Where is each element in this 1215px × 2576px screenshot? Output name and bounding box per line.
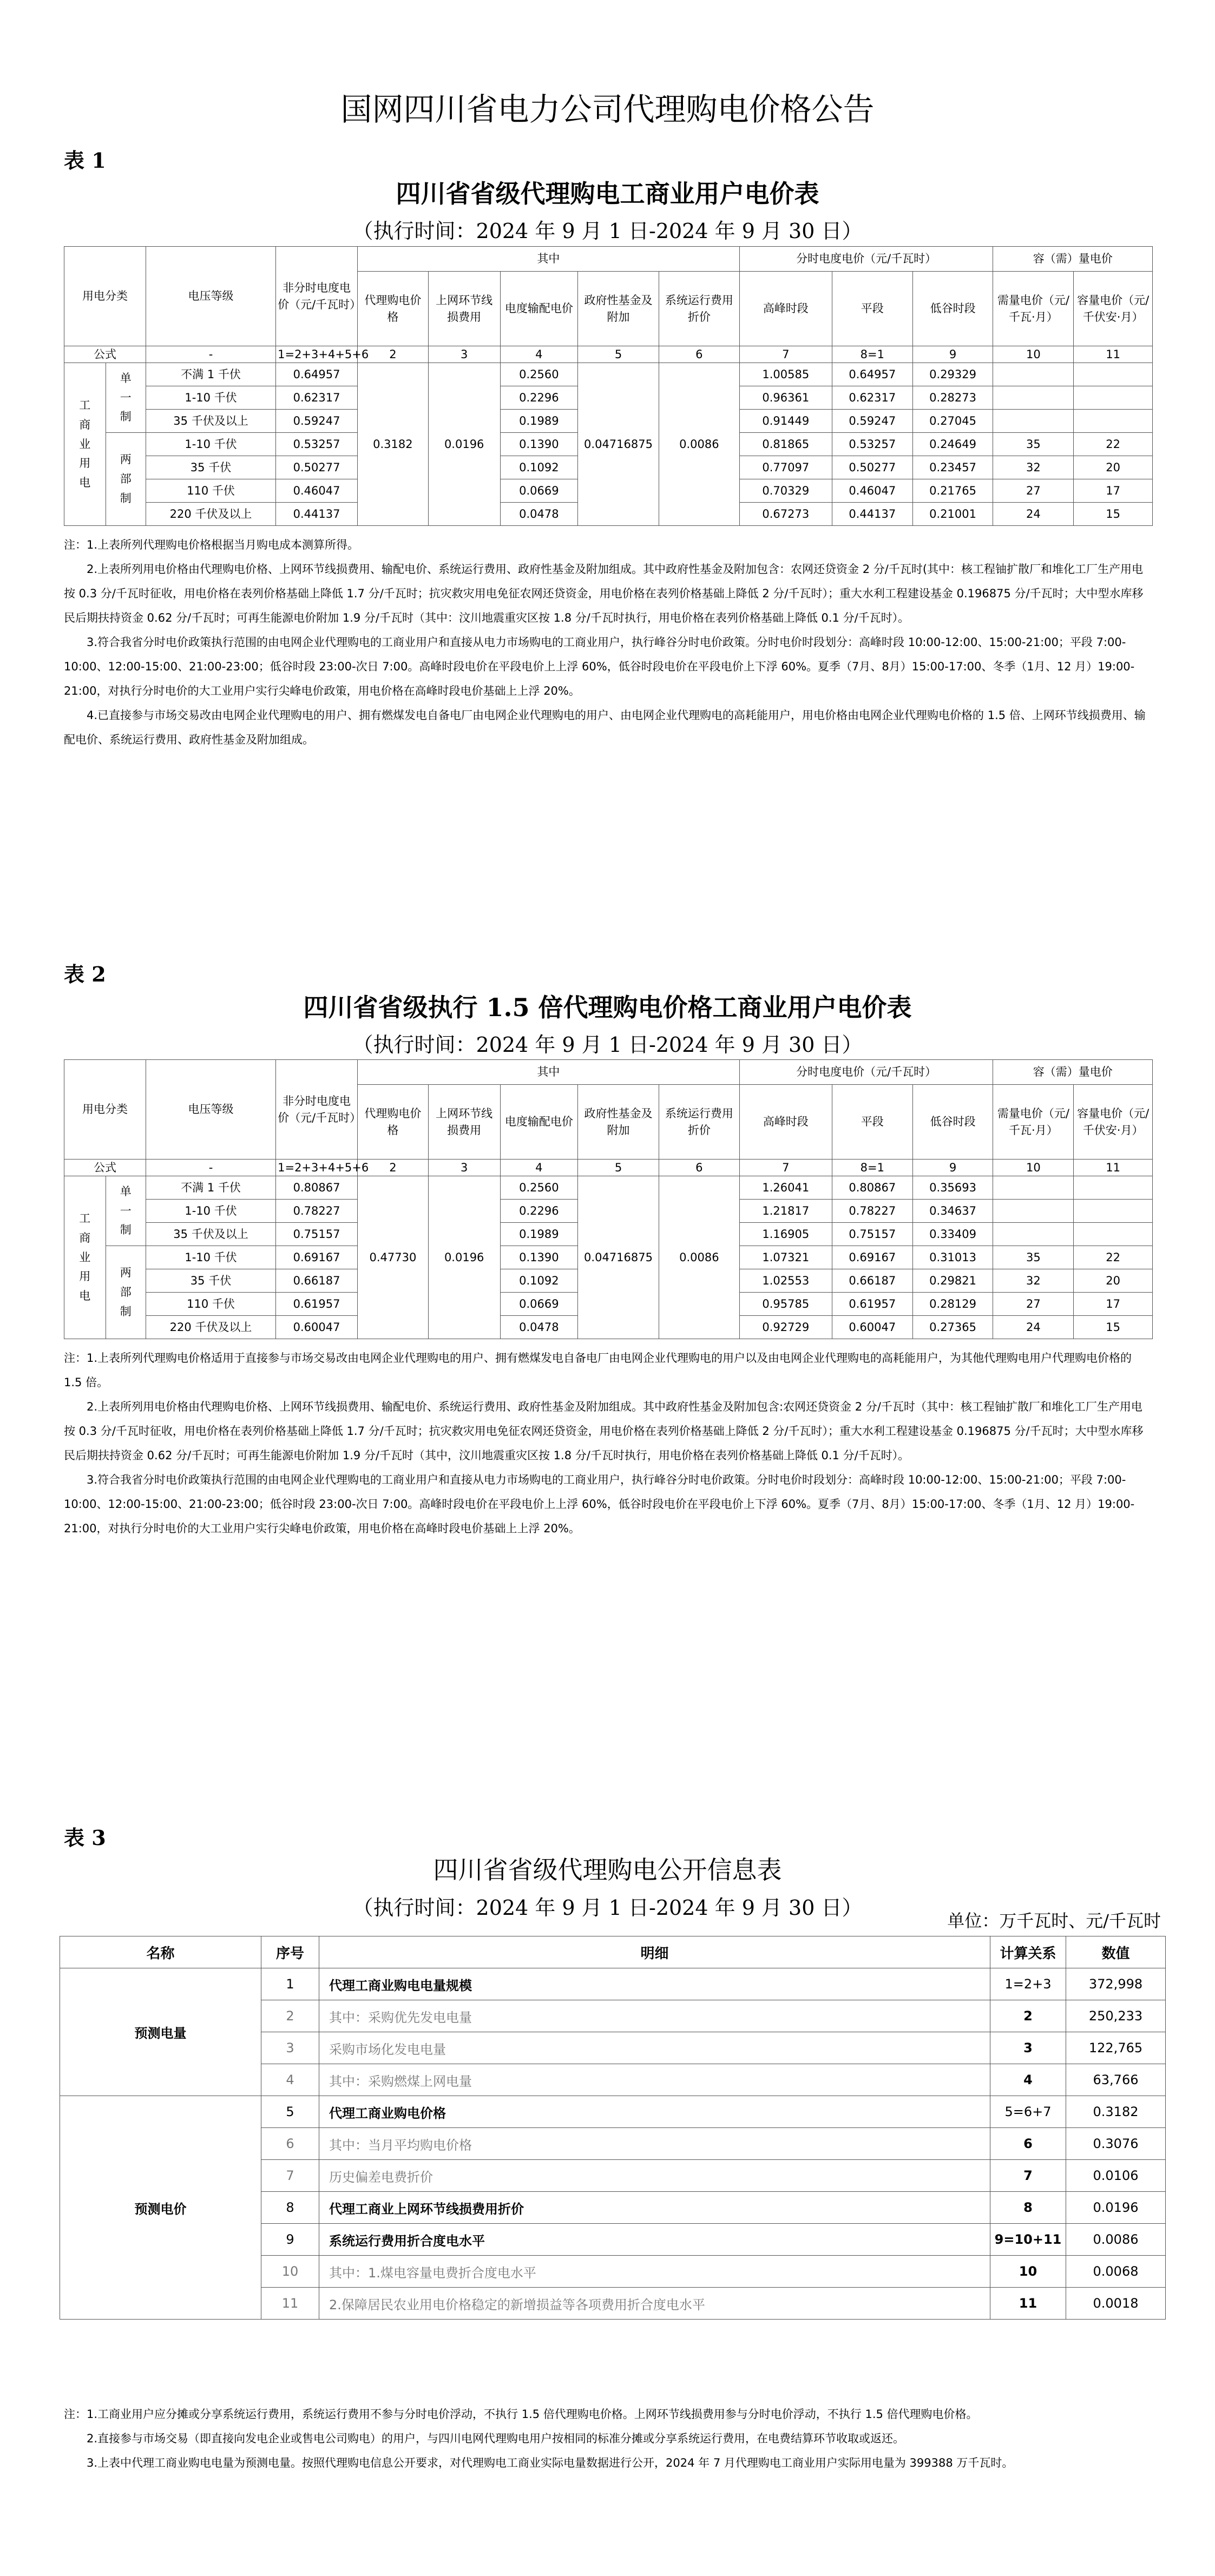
row-c7: 1.16905: [739, 1223, 832, 1246]
hdr-tou: 分时电度电价（元/千瓦时）: [739, 1060, 993, 1085]
table3-label: 表 3: [64, 1826, 106, 1850]
row-c8: 0.44137: [832, 503, 912, 526]
row-c1: 0.53257: [276, 433, 358, 456]
row-c8: 0.75157: [832, 1223, 912, 1246]
row-c4: 0.2560: [500, 363, 577, 386]
row-c4: 0.0478: [500, 503, 577, 526]
row-value: 250,233: [1066, 2000, 1166, 2032]
hdr-c3: 上网环节线损费用: [428, 1085, 500, 1159]
note-text: 3.符合我省分时电价政策执行范围的由电网企业代理购电的工商业用户和直接从电力市场购电的工商业用户，执行峰谷分时电价政策。分时电价时段划分：高峰时段 10:00-12:00、15:00-21:00；平段 7:00-10:00、12:00-15:00、21:00-23:00；低谷时段 23:00-次日 7:00。高峰时段电价在平段电价上上浮 60%，低谷时段电价在平段电价上下浮 60%。夏季（7月、8月）15:00-17:00、冬季（1月、12 月）19:00-21:00，对执行分时电价的大工业用户实行尖峰电价政策，用电价格在高峰时段电价基础上上浮 20%。: [64, 636, 1135, 697]
shared-c3: 0.0196: [428, 1176, 500, 1339]
row-c1: 0.64957: [276, 363, 358, 386]
row-c7: 1.26041: [739, 1176, 832, 1200]
row-c4: 0.1092: [500, 456, 577, 479]
row-voltage: 1-10 千伏: [146, 433, 275, 456]
t3-hdr-detail: 明细: [319, 1936, 990, 1968]
row-c4: 0.1092: [500, 1269, 577, 1293]
row-seq: 8: [261, 2192, 319, 2224]
row-c11: 17: [1074, 479, 1153, 503]
hdr-c7: 高峰时段: [739, 1085, 832, 1159]
note-text: 2.上表所列用电价格由代理购电价格、上网环节线损费用、输配电价、系统运行费用、政府性基金及附加组成。其中政府性基金及附加包含：农网还贷资金 2 分/千瓦时(其中：核工程铀扩散厂和堆化工厂生产用电按 0.3 分/千瓦时征收，用电价格在表列价格基础上降低 1.7 分/千瓦时；抗灾救灾用电免征农网还贷资金，用电价格在表列价格基础上降低 2 分/千瓦时）；重大水利工程建设基金 0.196875 分/千瓦时；大中型水库移民后期扶持资金 0.62 分/千瓦时；可再生能源电价附加 1.9 分/千瓦时（其中：汶川地震重灾区按 1.8 分/千瓦时执行，用电价格在表列价格基础上降低 0.1 分/千瓦时）。: [64, 563, 1144, 624]
formula-c5: 5: [578, 1159, 659, 1176]
row-c7: 0.96361: [739, 386, 832, 410]
row-detail: 其中：1.煤电容量电费折合度电水平: [319, 2256, 990, 2288]
shared-c5: 0.04716875: [578, 363, 659, 526]
hdr-c6: 系统运行费用折价: [659, 1085, 739, 1159]
table1-time: （执行时间：2024 年 9 月 1 日-2024 年 9 月 30 日）: [352, 219, 863, 243]
row-detail: 代理工商业购电价格: [319, 2096, 990, 2128]
group-forecast-price: 预测电价: [60, 2096, 261, 2320]
row-c4: 0.1989: [500, 410, 577, 433]
row-c1: 0.75157: [276, 1223, 358, 1246]
row-c9: 0.31013: [912, 1246, 993, 1269]
row-c4: 0.1989: [500, 1223, 577, 1246]
row-voltage: 1-10 千伏: [146, 1246, 275, 1269]
note-text: 4.已直接参与市场交易改由电网企业代理购电的用户、拥有燃煤发电自备电厂由电网企业代理购电的用户、由电网企业代理购电的高耗能用户，用电价格由电网企业代理购电价格的 1.5 倍、上网环节线损费用、输配电价、系统运行费用、政府性基金及附加组成。: [64, 709, 1146, 746]
hdr-c5: 政府性基金及附加: [578, 1085, 659, 1159]
unit-label: 单位：万千瓦时、元/千瓦时: [947, 1910, 1161, 1931]
hdr-voltage: 电压等级: [146, 247, 275, 346]
row-voltage: 不满 1 千伏: [146, 1176, 275, 1200]
row-c8: 0.61957: [832, 1293, 912, 1316]
formula-row: [64, 1159, 1153, 1176]
row-c11: 22: [1074, 433, 1153, 456]
row-calc: 2: [990, 2000, 1066, 2032]
row-detail: 其中：采购优先发电电量: [319, 2000, 990, 2032]
hdr-category: 用电分类: [64, 1060, 146, 1159]
row-value: 372,998: [1066, 1968, 1166, 2000]
row-c8: 0.78227: [832, 1200, 912, 1223]
row-value: 0.0018: [1066, 2288, 1166, 2320]
hdr-c2: 代理购电价格: [358, 1085, 429, 1159]
formula-c4: 4: [500, 1159, 577, 1176]
row-c1: 0.60047: [276, 1316, 358, 1339]
row-c10: 27: [993, 479, 1074, 503]
row-c11: [1074, 363, 1153, 386]
row-c1: 0.59247: [276, 410, 358, 433]
row-voltage: 不满 1 千伏: [146, 363, 275, 386]
group-main: 工 商 业 用 电: [64, 363, 106, 526]
row-c4: 0.0669: [500, 479, 577, 503]
formula-c1: 1=2+3+4+5+6: [276, 1159, 358, 1176]
page-title: 国网四川省电力公司代理购电价格公告: [340, 91, 875, 128]
row-c1: 0.46047: [276, 479, 358, 503]
row-c7: 0.91449: [739, 410, 832, 433]
table1-label: 表 1: [64, 148, 106, 173]
row-calc: 7: [990, 2160, 1066, 2192]
hdr-non-tou: 非分时电度电价（元/千瓦时）: [276, 247, 358, 346]
row-c8: 0.50277: [832, 456, 912, 479]
row-c10: 24: [993, 503, 1074, 526]
row-calc: 1=2+3: [990, 1968, 1066, 2000]
row-voltage: 35 千伏: [146, 1269, 275, 1293]
t3-hdr-calc: 计算关系: [990, 1936, 1066, 1968]
row-voltage: 1-10 千伏: [146, 386, 275, 410]
row-value: 63,766: [1066, 2064, 1166, 2096]
formula-c7: 7: [739, 1159, 832, 1176]
formula-c8: 8=1: [832, 1159, 912, 1176]
row-seq: 7: [261, 2160, 319, 2192]
row-detail: 代理工商业上网环节线损费用折价: [319, 2192, 990, 2224]
formula-c4: 4: [500, 346, 577, 363]
formula-voltage: -: [146, 1159, 275, 1176]
row-c8: 0.66187: [832, 1269, 912, 1293]
row-value: 0.0106: [1066, 2160, 1166, 2192]
row-c10: [993, 410, 1074, 433]
row-c4: 0.0669: [500, 1293, 577, 1316]
formula-c8: 8=1: [832, 346, 912, 363]
row-c11: [1074, 410, 1153, 433]
row-c9: 0.27365: [912, 1316, 993, 1339]
row-voltage: 220 千伏及以上: [146, 1316, 275, 1339]
hdr-c5: 政府性基金及附加: [578, 272, 659, 346]
row-c10: [993, 1176, 1074, 1200]
row-c4: 0.1390: [500, 1246, 577, 1269]
row-c9: 0.34637: [912, 1200, 993, 1223]
row-c1: 0.50277: [276, 456, 358, 479]
row-c8: 0.80867: [832, 1176, 912, 1200]
table2-label: 表 2: [64, 962, 106, 986]
row-c9: 0.28129: [912, 1293, 993, 1316]
row-c4: 0.0478: [500, 1316, 577, 1339]
row-seq: 3: [261, 2032, 319, 2064]
formula-c10: 10: [993, 346, 1074, 363]
row-seq: 6: [261, 2128, 319, 2160]
row-c10: 32: [993, 1269, 1074, 1293]
row-value: 0.0196: [1066, 2192, 1166, 2224]
row-c11: 22: [1074, 1246, 1153, 1269]
row-voltage: 35 千伏及以上: [146, 1223, 275, 1246]
row-c11: [1074, 1176, 1153, 1200]
note-text: 注：1.工商业用户应分摊或分享系统运行费用，系统运行费用不参与分时电价浮动，不执行 1.5 倍代理购电价格。上网环节线损费用参与分时电价浮动，不执行 1.5 倍代理购电价格。: [64, 2408, 978, 2421]
row-c10: [993, 386, 1074, 410]
row-c8: 0.62317: [832, 386, 912, 410]
hdr-c6: 系统运行费用折价: [659, 272, 739, 346]
row-c9: 0.35693: [912, 1176, 993, 1200]
table2: [64, 1059, 1153, 1339]
formula-c3: 3: [428, 1159, 500, 1176]
hdr-cap: 容（需）量电价: [993, 1060, 1153, 1085]
row-c8: 0.59247: [832, 410, 912, 433]
hdr-c8: 平段: [832, 272, 912, 346]
hdr-non-tou: 非分时电度电价（元/千瓦时）: [276, 1060, 358, 1159]
row-seq: 9: [261, 2224, 319, 2256]
row-c11: [1074, 1200, 1153, 1223]
row-c9: 0.21765: [912, 479, 993, 503]
row-c10: [993, 363, 1074, 386]
row-value: 0.3076: [1066, 2128, 1166, 2160]
row-voltage: 1-10 千伏: [146, 1200, 275, 1223]
row-c11: 15: [1074, 1316, 1153, 1339]
formula-c10: 10: [993, 1159, 1074, 1176]
row-c1: 0.80867: [276, 1176, 358, 1200]
shared-c5: 0.04716875: [578, 1176, 659, 1339]
row-value: 0.0068: [1066, 2256, 1166, 2288]
formula-c2: 2: [358, 1159, 429, 1176]
group-main: 工 商 业 用 电: [64, 1176, 106, 1339]
row-c7: 1.00585: [739, 363, 832, 386]
hdr-c2: 代理购电价格: [358, 272, 429, 346]
row-c7: 0.70329: [739, 479, 832, 503]
row-c4: 0.2296: [500, 386, 577, 410]
row-c7: 0.67273: [739, 503, 832, 526]
formula-row: [64, 346, 1153, 363]
shared-c2: 0.47730: [358, 1176, 429, 1339]
row-c11: 15: [1074, 503, 1153, 526]
hdr-cap: 容（需）量电价: [993, 247, 1153, 272]
hdr-c11: 容量电价（元/千伏安·月）: [1074, 272, 1153, 346]
row-calc: 8: [990, 2192, 1066, 2224]
formula-c11: 11: [1074, 1159, 1153, 1176]
group-forecast-volume: 预测电量: [60, 1968, 261, 2096]
row-c9: 0.27045: [912, 410, 993, 433]
row-calc: 10: [990, 2256, 1066, 2288]
table2-title: 四川省省级执行 1.5 倍代理购电价格工商业用户电价表: [303, 993, 912, 1022]
hdr-c7: 高峰时段: [739, 272, 832, 346]
row-c10: [993, 1200, 1074, 1223]
row-c7: 1.21817: [739, 1200, 832, 1223]
row-value: 122,765: [1066, 2032, 1166, 2064]
row-c8: 0.69167: [832, 1246, 912, 1269]
row-detail: 其中：采购燃煤上网电量: [319, 2064, 990, 2096]
row-c7: 1.07321: [739, 1246, 832, 1269]
row-c4: 0.2296: [500, 1200, 577, 1223]
hdr-c8: 平段: [832, 1085, 912, 1159]
table3-title: 四川省省级代理购电公开信息表: [433, 1855, 782, 1885]
note-text: 注：1.上表所列代理购电价格根据当月购电成本测算所得。: [64, 538, 359, 551]
row-calc: 6: [990, 2128, 1066, 2160]
row-c9: 0.29329: [912, 363, 993, 386]
row-voltage: 35 千伏及以上: [146, 410, 275, 433]
row-seq: 4: [261, 2064, 319, 2096]
note-text: 注：1.上表所列代理购电价格适用于直接参与市场交易改由电网企业代理购电的用户、拥有燃煤发电自备电厂由电网企业代理购电的用户以及由电网企业代理购电的高耗能用户，为其他代理购电用户代理购电价格的 1.5 倍。: [64, 1352, 1132, 1389]
formula-c6: 6: [659, 346, 739, 363]
row-c9: 0.33409: [912, 1223, 993, 1246]
row-c1: 0.61957: [276, 1293, 358, 1316]
formula-c9: 9: [912, 1159, 993, 1176]
t3-hdr-value: 数值: [1066, 1936, 1166, 1968]
row-c11: 20: [1074, 1269, 1153, 1293]
note-text: 3.上表中代理工商业购电电量为预测电量。按照代理购电信息公开要求，对代理购电工商业实际电量数据进行公开，2024 年 7 月代理购电工商业用户实际用电量为 399388 万千瓦时。: [87, 2456, 1014, 2469]
formula-c7: 7: [739, 346, 832, 363]
formula-c6: 6: [659, 1159, 739, 1176]
row-calc: 5=6+7: [990, 2096, 1066, 2128]
row-detail: 代理工商业购电电量规模: [319, 1968, 990, 2000]
formula-c2: 2: [358, 346, 429, 363]
row-seq: 1: [261, 1968, 319, 2000]
row-calc: 4: [990, 2064, 1066, 2096]
row-detail: 历史偏差电费折价: [319, 2160, 990, 2192]
table1-notes: [64, 533, 1153, 752]
row-calc: 11: [990, 2288, 1066, 2320]
table3-notes: [64, 2402, 1153, 2475]
row-detail: 2.保障居民农业用电价格稳定的新增损益等各项费用折合度电水平: [319, 2288, 990, 2320]
hdr-c11: 容量电价（元/千伏安·月）: [1074, 1085, 1153, 1159]
hdr-tou: 分时电度电价（元/千瓦时）: [739, 247, 993, 272]
row-value: 0.3182: [1066, 2096, 1166, 2128]
hdr-of-which: 其中: [358, 247, 740, 272]
hdr-c3: 上网环节线损费用: [428, 272, 500, 346]
row-voltage: 110 千伏: [146, 1293, 275, 1316]
row-c7: 0.92729: [739, 1316, 832, 1339]
row-seq: 5: [261, 2096, 319, 2128]
shared-c6: 0.0086: [659, 1176, 739, 1339]
hdr-voltage: 电压等级: [146, 1060, 275, 1159]
row-c7: 0.81865: [739, 433, 832, 456]
row-c9: 0.24649: [912, 433, 993, 456]
hdr-c10: 需量电价（元/千瓦·月）: [993, 1085, 1074, 1159]
row-c8: 0.64957: [832, 363, 912, 386]
row-c7: 0.77097: [739, 456, 832, 479]
row-c10: 35: [993, 433, 1074, 456]
group-single: 单 一 制: [106, 363, 146, 433]
row-detail: 系统运行费用折合度电水平: [319, 2224, 990, 2256]
row-c4: 0.1390: [500, 433, 577, 456]
row-c8: 0.46047: [832, 479, 912, 503]
row-seq: 11: [261, 2288, 319, 2320]
row-voltage: 220 千伏及以上: [146, 503, 275, 526]
formula-c5: 5: [578, 346, 659, 363]
row-calc: 9=10+11: [990, 2224, 1066, 2256]
group-two: 两 部 制: [106, 1246, 146, 1339]
note-text: 3.符合我省分时电价政策执行范围的由电网企业代理购电的工商业用户和直接从电力市场购电的工商业用户，执行峰谷分时电价政策。分时电价时段划分：高峰时段 10:00-12:00、15:00-21:00；平段 7:00-10:00、12:00-15:00、21:00-23:00；低谷时段 23:00-次日 7:00。高峰时段电价在平段电价上上浮 60%，低谷时段电价在平段电价上下浮 60%。夏季（7月、8月）15:00-17:00、冬季（1月、12 月）19:00-21:00，对执行分时电价的大工业用户实行尖峰电价政策，用电价格在高峰时段电价基础上上浮 20%。: [64, 1473, 1135, 1535]
row-c7: 0.95785: [739, 1293, 832, 1316]
hdr-c9: 低谷时段: [912, 1085, 993, 1159]
note-text: 2.直接参与市场交易（即直接向发电企业或售电公司购电）的用户，与四川电网代理购电用户按相同的标准分摊或分享系统运行费用，在电费结算环节收取或返还。: [87, 2432, 905, 2445]
note-text: 2.上表所列用电价格由代理购电价格、上网环节线损费用、输配电价、系统运行费用、政府性基金及附加组成。其中政府性基金及附加包含:农网还贷资金 2 分/千瓦时（其中：核工程铀扩散厂和堆化工厂生产用电按 0.3 分/千瓦时征收，用电价格在表列价格基础上降低 1.7 分/千瓦时；抗灾救灾用电免征农网还贷资金，用电价格在表列价格基础上降低 2 分/千瓦时）；重大水利工程建设基金 0.196875 分/千瓦时；大中型水库移民后期扶持资金 0.62 分/千瓦时；可再生能源电价附加 1.9 分/千瓦时（其中，汶川地震重灾区按 1.8 分/千瓦时执行，用电价格在表列价格基础上降低 0.1 分/千瓦时）。: [64, 1400, 1144, 1462]
hdr-c4: 电度输配电价: [500, 272, 577, 346]
hdr-c10: 需量电价（元/千瓦·月）: [993, 272, 1074, 346]
row-detail: 采购市场化发电电量: [319, 2032, 990, 2064]
row-c9: 0.28273: [912, 386, 993, 410]
formula-c3: 3: [428, 346, 500, 363]
row-c11: [1074, 386, 1153, 410]
row-c1: 0.78227: [276, 1200, 358, 1223]
row-c10: 24: [993, 1316, 1074, 1339]
row-c1: 0.62317: [276, 386, 358, 410]
row-c4: 0.2560: [500, 1176, 577, 1200]
row-c7: 1.02553: [739, 1269, 832, 1293]
row-c10: 35: [993, 1246, 1074, 1269]
row-c8: 0.53257: [832, 433, 912, 456]
formula-name: 公式: [64, 1159, 146, 1176]
table2-time: （执行时间：2024 年 9 月 1 日-2024 年 9 月 30 日）: [352, 1033, 863, 1057]
row-c1: 0.44137: [276, 503, 358, 526]
formula-c9: 9: [912, 346, 993, 363]
hdr-category: 用电分类: [64, 247, 146, 346]
formula-name: 公式: [64, 346, 146, 363]
row-c9: 0.29821: [912, 1269, 993, 1293]
hdr-of-which: 其中: [358, 1060, 740, 1085]
shared-c3: 0.0196: [428, 363, 500, 526]
row-c1: 0.66187: [276, 1269, 358, 1293]
row-c9: 0.21001: [912, 503, 993, 526]
table1: [64, 246, 1153, 526]
formula-c1: 1=2+3+4+5+6: [276, 346, 358, 363]
table2-notes: [64, 1346, 1153, 1541]
row-detail: 其中：当月平均购电价格: [319, 2128, 990, 2160]
table3-time: （执行时间：2024 年 9 月 1 日-2024 年 9 月 30 日）: [352, 1896, 863, 1920]
row-c10: 32: [993, 456, 1074, 479]
row-voltage: 35 千伏: [146, 456, 275, 479]
table-row: [60, 2096, 1166, 2128]
row-c11: 20: [1074, 456, 1153, 479]
t3-hdr-name: 名称: [60, 1936, 261, 1968]
row-c10: [993, 1223, 1074, 1246]
formula-voltage: -: [146, 346, 275, 363]
row-c9: 0.23457: [912, 456, 993, 479]
table3: [60, 1936, 1166, 2320]
row-c10: 27: [993, 1293, 1074, 1316]
table-row: [64, 1176, 1153, 1200]
group-two: 两 部 制: [106, 433, 146, 526]
row-c1: 0.69167: [276, 1246, 358, 1269]
row-voltage: 110 千伏: [146, 479, 275, 503]
row-c8: 0.60047: [832, 1316, 912, 1339]
formula-c11: 11: [1074, 346, 1153, 363]
row-calc: 3: [990, 2032, 1066, 2064]
t3-hdr-seq: 序号: [261, 1936, 319, 1968]
shared-c2: 0.3182: [358, 363, 429, 526]
table-row: [60, 1968, 1166, 2000]
group-single: 单 一 制: [106, 1176, 146, 1246]
row-seq: 2: [261, 2000, 319, 2032]
row-seq: 10: [261, 2256, 319, 2288]
row-c11: [1074, 1223, 1153, 1246]
row-value: 0.0086: [1066, 2224, 1166, 2256]
hdr-c4: 电度输配电价: [500, 1085, 577, 1159]
hdr-c9: 低谷时段: [912, 272, 993, 346]
row-c11: 17: [1074, 1293, 1153, 1316]
table1-title: 四川省省级代理购电工商业用户电价表: [396, 179, 819, 208]
table-row: [64, 363, 1153, 386]
shared-c6: 0.0086: [659, 363, 739, 526]
